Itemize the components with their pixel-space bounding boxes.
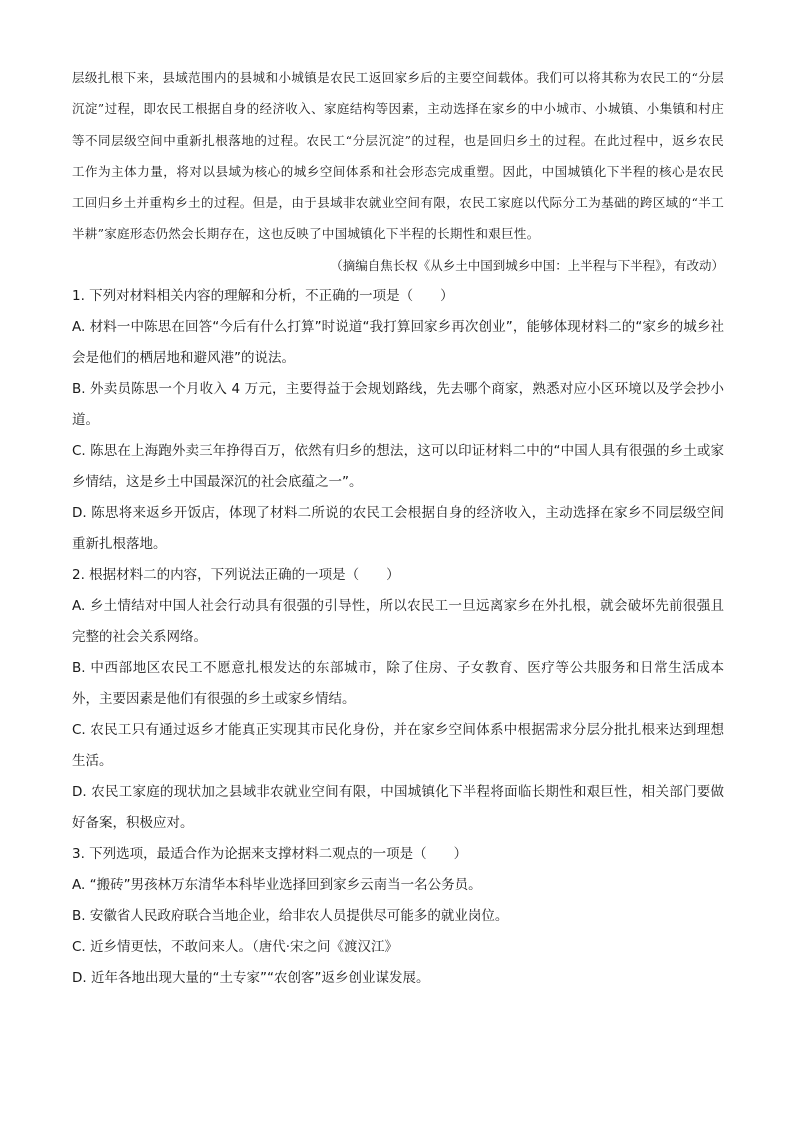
option-b: B. 外卖员陈思一个月收入 4 万元，主要得益于会规划路线，先去哪个商家，熟悉对应小区环境以及学会抄小道。 xyxy=(72,380,724,428)
passage-source: （摘编自焦长权《从乡土中国到城乡中国：上半程与下半程》，有改动） xyxy=(330,257,724,273)
question-3 xyxy=(72,839,724,994)
option-b: B. 安徽省人民政府联合当地企业，给非农人员提供尽可能多的就业岗位。 xyxy=(72,907,509,924)
question-stem: 3. 下列选项，最适合作为论据来支撑材料二观点的一项是（ ） xyxy=(72,845,468,862)
option-d: D. 农民工家庭的现状加之县域非农就业空间有限，中国城镇化下半程将面临长期性和艰巨性，相关部门要做好备案，积极应对。 xyxy=(72,783,724,831)
option-c: C. 陈思在上海跑外卖三年挣得百万，依然有归乡的想法，这可以印证材料二中的“中国人具有很强的乡土或家乡情结，这是乡土中国最深沉的社会底蕴之一”。 xyxy=(72,442,724,490)
question-stem: 2. 根据材料二的内容，下列说法正确的一项是（ ） xyxy=(72,566,400,583)
document-page xyxy=(72,62,724,994)
option-a: A. 乡土情结对中国人社会行动具有很强的引导性，所以农民工一旦远离家乡在外扎根，就会破坏先前很强且完整的社会关系网络。 xyxy=(72,597,724,645)
question-stem: 1. 下列对材料相关内容的理解和分析，不正确的一项是（ ） xyxy=(72,287,454,304)
option-c: C. 近乡情更怯，不敢问来人。（唐代·宋之问《渡汉江》 xyxy=(72,938,399,955)
option-d: D. 近年各地出现大量的“土专家”“农创客”返乡创业谋发展。 xyxy=(72,969,430,986)
option-c: C. 农民工只有通过返乡才能真正实现其市民化身份，并在家乡空间体系中根据需求分层分批扎根来达到理想生活。 xyxy=(72,721,724,769)
passage-text: 层级扎根下来，县域范围内的县城和小城镇是农民工返回家乡后的主要空间载体。我们可以将其称为农民工的“分层沉淀”过程，即农民工根据自身的经济收入、家庭结构等因素，主动选择在家乡的中小城市、小城镇、小集镇和村庄等不同层级空间中重新扎根落地的过程。农民工“分层沉淀”的过程，也是回归乡土的过程。在此过程中，返乡农民工作为主体力量，将对以县域为核心的城乡空间体系和社会形态完成重塑。因此，中国城镇化下半程的核心是农民工回归乡土并重构乡土的过程。但是，由于县域非农就业空间有限，农民工家庭以代际分工为基础的跨区域的“半工半耕”家庭形态仍然会长期存在，这也反映了中国城镇化下半程的长期性和艰巨性。 xyxy=(72,70,724,242)
question-2 xyxy=(72,560,724,839)
question-1 xyxy=(72,281,724,560)
option-b: B. 中西部地区农民工不愿意扎根发达的东部城市，除了住房、子女教育、医疗等公共服务和日常生活成本外，主要因素是他们有很强的乡土或家乡情结。 xyxy=(72,659,724,707)
option-a: A. 材料一中陈思在回答“今后有什么打算”时说道“我打算回家乡再次创业”，能够体现材料二的“家乡的城乡社会是他们的栖居地和避风港”的说法。 xyxy=(72,318,724,366)
option-d: D. 陈思将来返乡开饭店，体现了材料二所说的农民工会根据自身的经济收入，主动选择在家乡不同层级空间重新扎根落地。 xyxy=(72,504,724,552)
option-a: A. “搬砖”男孩林万东清华本科毕业选择回到家乡云南当一名公务员。 xyxy=(72,876,482,893)
